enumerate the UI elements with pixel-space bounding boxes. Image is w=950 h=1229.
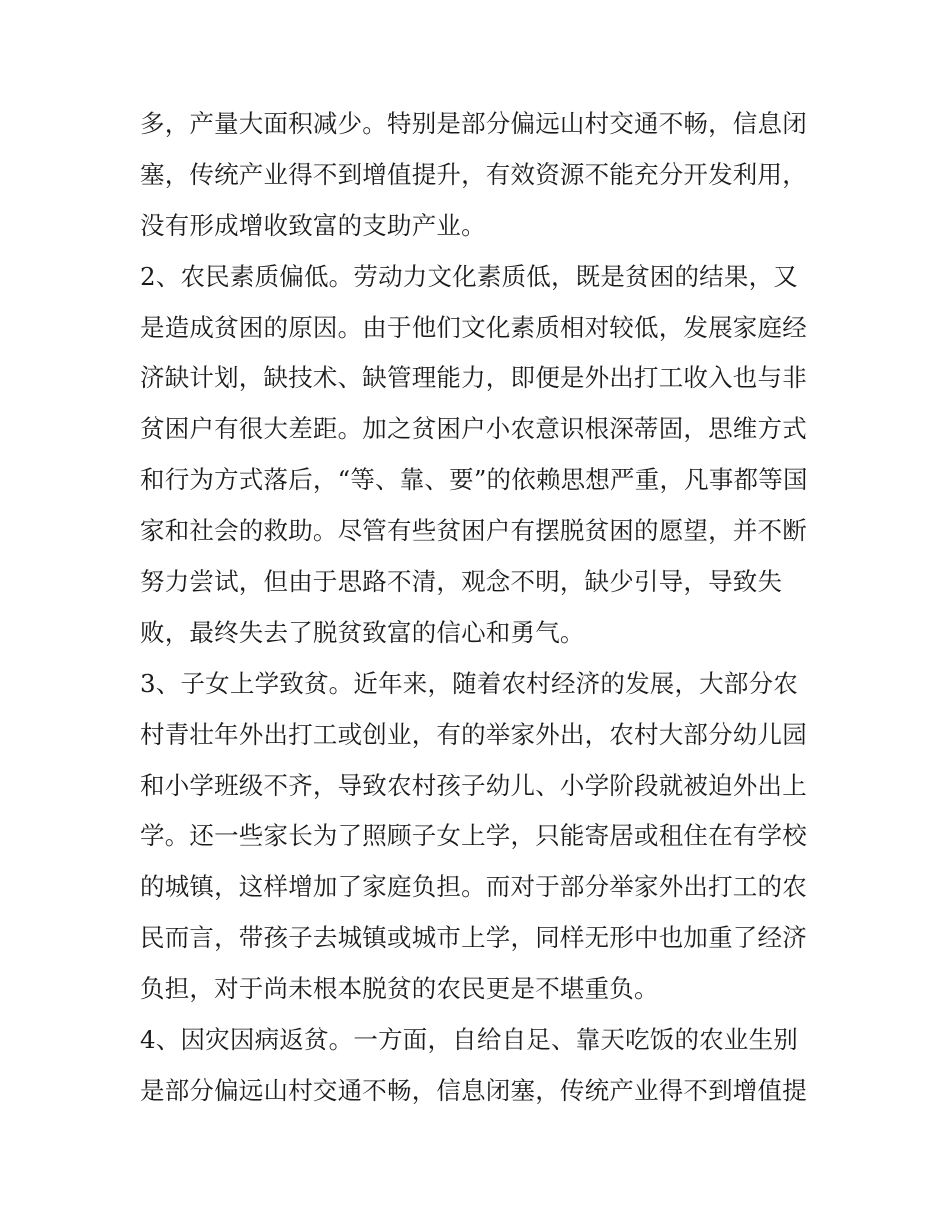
text-line: 和小学班级不齐，导致农村孩子幼儿、小学阶段就被迫外出上 [140,770,807,800]
text-line: 村青壮年外出打工或创业，有的举家外出，农村大部分幼儿园 [140,719,807,749]
paragraph-3 [140,659,840,1015]
text-line: 败，最终失去了脱贫致富的信心和勇气。 [140,617,585,647]
text-line: 的城镇，这样增加了家庭负担。而对于部分举家外出打工的农 [140,872,807,902]
text-line: 是造成贫困的原因。由于他们文化素质相对较低，发展家庭经 [140,312,807,342]
text-line: 济缺计划，缺技术、缺管理能力，即便是外出打工收入也与非 [140,363,807,393]
text-line: 塞，传统产业得不到增值提升，有效资源不能充分开发利用， [140,159,807,189]
text-line: 家和社会的救助。尽管有些贫困户有摆脱贫困的愿望，并不断 [140,516,807,546]
text-line: 是部分偏远山村交通不畅，信息闭塞，传统产业得不到增值提 [140,1075,807,1105]
paragraph-1-continuation [140,99,840,252]
text-line: 多，产量大面积减少。特别是部分偏远山村交通不畅，信息闭 [140,109,807,138]
text-line: 努力尝试，但由于思路不清，观念不明，缺少引导，导致失 [140,567,783,597]
text-line: 贫困户有很大差距。加之贫困户小农意识根深蒂固，思维方式 [140,414,807,444]
text-line: 3、子女上学致贫。近年来，随着农村经济的发展，大部分农 [140,668,798,698]
document-text-block [140,99,840,1117]
text-line: 4、因灾因病返贫。一方面，自给自足、靠天吃饭的农业生别 [140,1025,798,1055]
text-line: 没有形成增收致富的支助产业。 [140,210,486,240]
text-line: 负担，对于尚未根本脱贫的农民更是不堪重负。 [140,974,659,1004]
paragraph-2 [140,252,840,659]
text-line: 2、农民素质偏低。劳动力文化素质低，既是贫困的结果，又 [140,261,798,291]
text-line: 民而言，带孩子去城镇或城市上学，同样无形中也加重了经济 [140,923,807,953]
text-line: 学。还一些家长为了照顾子女上学，只能寄居或租住在有学校 [140,821,807,851]
text-line: 和行为方式落后，“等、靠、要”的依赖思想严重，凡事都等国 [140,465,808,495]
paragraph-4 [140,1015,840,1117]
